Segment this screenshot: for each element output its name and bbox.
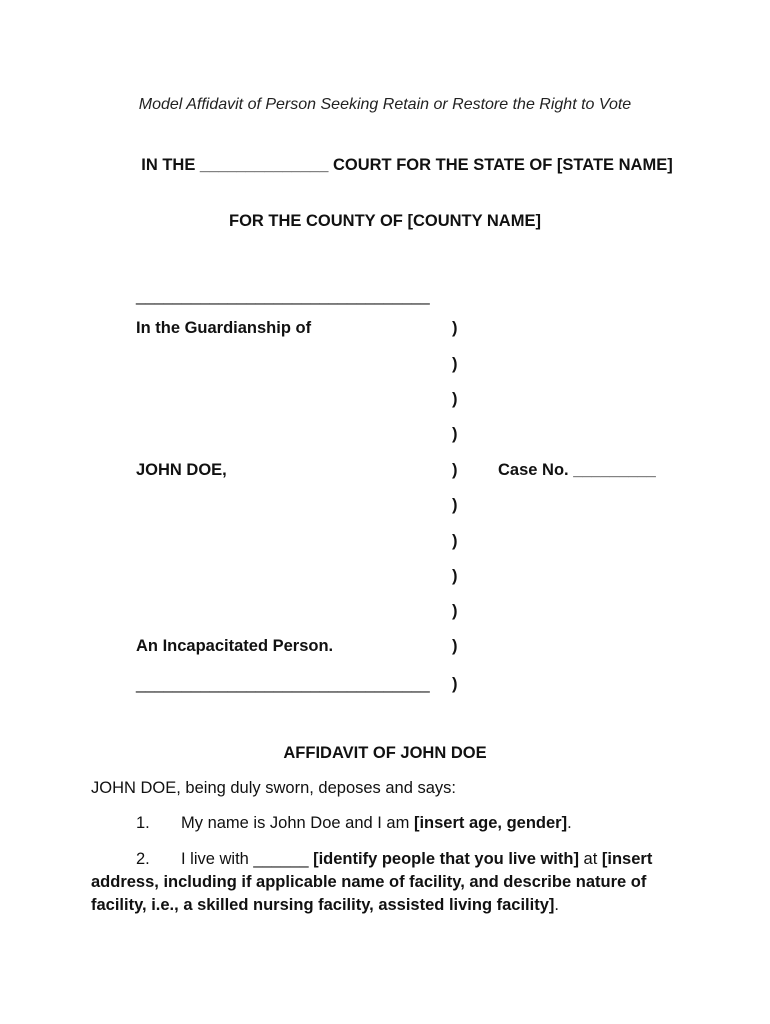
paragraph-number: 1. <box>136 814 150 832</box>
paragraph-end: . <box>554 896 559 914</box>
caption-paren: ) <box>452 602 458 620</box>
placeholder-text: [insert address, including if applicable name of facility, and describe nature of facility, i.e., a skilled nursing facility, assisted living facility] <box>91 850 653 914</box>
placeholder-text: [identify people that you live with] <box>313 850 579 868</box>
caption-name: JOHN DOE, <box>136 461 227 479</box>
caption-paren: ) <box>452 532 458 550</box>
county-line: FOR THE COUNTY OF [COUNTY NAME] <box>229 212 541 230</box>
document-title: Model Affidavit of Person Seeking Retain or Restore the Right to Vote <box>138 96 632 113</box>
caption-paren: ) <box>452 567 458 585</box>
court-line: IN THE ______________ COURT FOR THE STATE OF [STATE NAME] <box>141 156 673 174</box>
case-number: Case No. _________ <box>498 461 656 479</box>
caption-paren: ) <box>452 319 458 337</box>
caption-paren: ) <box>452 675 458 693</box>
affidavit-intro: JOHN DOE, being duly sworn, deposes and says: <box>91 779 457 797</box>
caption-paren: ) <box>452 461 458 479</box>
caption-guardianship-label: In the Guardianship of <box>136 319 312 337</box>
paragraph-2 <box>91 848 681 917</box>
paragraph-text: I live with ______ <box>181 850 314 868</box>
caption-paren: ) <box>452 637 458 655</box>
paragraph-end: . <box>567 814 572 832</box>
paragraph-text: at <box>578 850 602 868</box>
caption-paren: ) <box>452 425 458 443</box>
affidavit-heading: AFFIDAVIT OF JOHN DOE <box>283 744 487 762</box>
placeholder-text: [insert age, gender] <box>413 814 568 832</box>
caption-paren: ) <box>452 390 458 408</box>
paragraph-1 <box>136 814 572 833</box>
paragraph-text: My name is John Doe and I am <box>181 814 414 832</box>
caption-paren: ) <box>452 496 458 514</box>
caption-incapacitated-label: An Incapacitated Person. <box>136 637 334 655</box>
caption-paren: ) <box>452 355 458 373</box>
caption-bottom-rule: ________________________________ <box>136 675 430 693</box>
caption-top-rule: ________________________________ <box>136 287 430 305</box>
paragraph-number: 2. <box>136 850 150 868</box>
